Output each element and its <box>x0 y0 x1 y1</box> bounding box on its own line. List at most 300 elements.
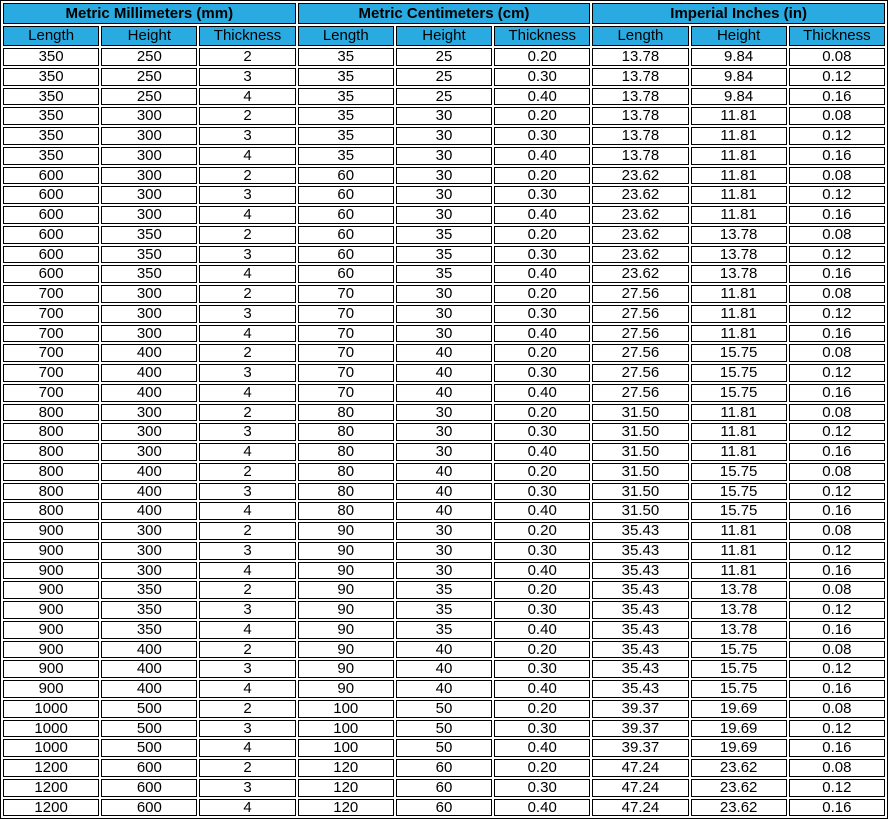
table-cell: 27.56 <box>592 384 688 402</box>
table-cell: 35 <box>298 107 394 125</box>
table-cell: 800 <box>3 463 99 481</box>
table-cell: 350 <box>3 48 99 66</box>
table-cell: 0.40 <box>494 147 590 165</box>
table-cell: 0.40 <box>494 739 590 757</box>
table-row <box>3 107 885 125</box>
table-cell: 0.30 <box>494 186 590 204</box>
table-cell: 90 <box>298 621 394 639</box>
table-cell: 900 <box>3 562 99 580</box>
table-cell: 23.62 <box>691 759 787 777</box>
table-cell: 4 <box>199 325 295 343</box>
table-cell: 13.78 <box>691 265 787 283</box>
table-cell: 15.75 <box>691 344 787 362</box>
table-cell: 15.75 <box>691 641 787 659</box>
table-cell: 300 <box>101 206 197 224</box>
table-cell: 0.08 <box>789 641 885 659</box>
table-cell: 0.16 <box>789 562 885 580</box>
table-cell: 800 <box>3 423 99 441</box>
table-cell: 11.81 <box>691 305 787 323</box>
table-cell: 700 <box>3 364 99 382</box>
column-header-mm-length: Length <box>3 26 99 46</box>
table-cell: 2 <box>199 48 295 66</box>
table-cell: 23.62 <box>592 226 688 244</box>
table-cell: 0.30 <box>494 364 590 382</box>
table-cell: 70 <box>298 285 394 303</box>
table-cell: 70 <box>298 325 394 343</box>
table-cell: 25 <box>396 88 492 106</box>
table-cell: 11.81 <box>691 443 787 461</box>
table-cell: 300 <box>101 167 197 185</box>
table-cell: 13.78 <box>592 127 688 145</box>
table-cell: 60 <box>298 206 394 224</box>
table-cell: 19.69 <box>691 739 787 757</box>
table-cell: 3 <box>199 601 295 619</box>
table-cell: 300 <box>101 285 197 303</box>
table-cell: 11.81 <box>691 206 787 224</box>
table-cell: 13.78 <box>691 581 787 599</box>
table-row <box>3 167 885 185</box>
table-cell: 70 <box>298 384 394 402</box>
table-cell: 700 <box>3 305 99 323</box>
table-row <box>3 147 885 165</box>
table-cell: 3 <box>199 720 295 738</box>
table-cell: 0.30 <box>494 246 590 264</box>
table-cell: 13.78 <box>592 48 688 66</box>
table-cell: 60 <box>298 167 394 185</box>
table-cell: 350 <box>101 621 197 639</box>
table-row <box>3 384 885 402</box>
table-row <box>3 443 885 461</box>
table-cell: 0.12 <box>789 186 885 204</box>
table-cell: 0.12 <box>789 246 885 264</box>
table-cell: 600 <box>101 759 197 777</box>
table-cell: 100 <box>298 739 394 757</box>
table-cell: 35.43 <box>592 562 688 580</box>
table-cell: 900 <box>3 581 99 599</box>
table-cell: 60 <box>396 759 492 777</box>
table-cell: 2 <box>199 759 295 777</box>
table-cell: 0.08 <box>789 463 885 481</box>
table-cell: 1000 <box>3 739 99 757</box>
table-cell: 30 <box>396 285 492 303</box>
table-cell: 60 <box>298 246 394 264</box>
table-cell: 70 <box>298 305 394 323</box>
table-cell: 30 <box>396 147 492 165</box>
table-cell: 0.16 <box>789 739 885 757</box>
table-cell: 25 <box>396 68 492 86</box>
table-cell: 0.16 <box>789 621 885 639</box>
column-header-cm-thickness: Thickness <box>494 26 590 46</box>
table-row <box>3 680 885 698</box>
table-cell: 35 <box>396 246 492 264</box>
table-cell: 0.12 <box>789 364 885 382</box>
table-cell: 35 <box>298 147 394 165</box>
table-cell: 31.50 <box>592 502 688 520</box>
table-cell: 60 <box>298 186 394 204</box>
table-cell: 35.43 <box>592 581 688 599</box>
table-cell: 31.50 <box>592 463 688 481</box>
table-row <box>3 463 885 481</box>
table-cell: 0.12 <box>789 127 885 145</box>
table-cell: 100 <box>298 700 394 718</box>
table-cell: 350 <box>101 581 197 599</box>
table-cell: 0.20 <box>494 226 590 244</box>
table-cell: 60 <box>298 265 394 283</box>
table-cell: 300 <box>101 542 197 560</box>
table-cell: 0.16 <box>789 265 885 283</box>
table-cell: 80 <box>298 443 394 461</box>
table-cell: 400 <box>101 364 197 382</box>
table-cell: 0.12 <box>789 483 885 501</box>
table-cell: 30 <box>396 107 492 125</box>
table-row <box>3 621 885 639</box>
table-cell: 35.43 <box>592 641 688 659</box>
table-cell: 0.08 <box>789 226 885 244</box>
table-cell: 300 <box>101 423 197 441</box>
table-cell: 0.20 <box>494 700 590 718</box>
table-cell: 0.16 <box>789 147 885 165</box>
table-cell: 900 <box>3 522 99 540</box>
table-cell: 35 <box>396 601 492 619</box>
table-cell: 13.78 <box>691 226 787 244</box>
table-cell: 0.40 <box>494 502 590 520</box>
table-cell: 15.75 <box>691 384 787 402</box>
table-row <box>3 127 885 145</box>
column-header-in-length: Length <box>592 26 688 46</box>
table-cell: 4 <box>199 562 295 580</box>
table-cell: 90 <box>298 601 394 619</box>
table-cell: 600 <box>101 779 197 797</box>
table-cell: 0.20 <box>494 404 590 422</box>
table-cell: 30 <box>396 127 492 145</box>
table-row <box>3 48 885 66</box>
table-cell: 400 <box>101 483 197 501</box>
table-cell: 350 <box>101 226 197 244</box>
table-cell: 80 <box>298 423 394 441</box>
column-header-row <box>3 26 885 46</box>
table-cell: 0.30 <box>494 601 590 619</box>
table-cell: 1000 <box>3 700 99 718</box>
table-cell: 0.40 <box>494 680 590 698</box>
table-cell: 800 <box>3 443 99 461</box>
column-header-in-thickness: Thickness <box>789 26 885 46</box>
table-cell: 600 <box>3 206 99 224</box>
table-cell: 13.78 <box>691 246 787 264</box>
table-cell: 600 <box>3 265 99 283</box>
table-cell: 4 <box>199 147 295 165</box>
table-cell: 15.75 <box>691 463 787 481</box>
table-cell: 0.20 <box>494 107 590 125</box>
table-row <box>3 739 885 757</box>
table-cell: 9.84 <box>691 88 787 106</box>
table-cell: 900 <box>3 660 99 678</box>
table-cell: 23.62 <box>592 206 688 224</box>
table-cell: 30 <box>396 522 492 540</box>
table-row <box>3 581 885 599</box>
table-cell: 0.08 <box>789 404 885 422</box>
table-cell: 300 <box>101 147 197 165</box>
table-cell: 0.30 <box>494 423 590 441</box>
table-cell: 80 <box>298 404 394 422</box>
table-cell: 0.40 <box>494 265 590 283</box>
table-cell: 90 <box>298 522 394 540</box>
table-cell: 35 <box>298 48 394 66</box>
table-row <box>3 305 885 323</box>
table-cell: 400 <box>101 660 197 678</box>
table-cell: 900 <box>3 542 99 560</box>
table-cell: 23.62 <box>592 186 688 204</box>
table-cell: 300 <box>101 522 197 540</box>
table-cell: 3 <box>199 483 295 501</box>
table-cell: 40 <box>396 502 492 520</box>
table-cell: 800 <box>3 483 99 501</box>
table-cell: 90 <box>298 641 394 659</box>
table-cell: 23.62 <box>592 167 688 185</box>
table-cell: 0.30 <box>494 483 590 501</box>
table-cell: 35.43 <box>592 601 688 619</box>
table-row <box>3 720 885 738</box>
table-cell: 4 <box>199 621 295 639</box>
table-cell: 0.30 <box>494 720 590 738</box>
table-cell: 350 <box>101 246 197 264</box>
table-cell: 15.75 <box>691 680 787 698</box>
table-cell: 500 <box>101 720 197 738</box>
table-cell: 350 <box>3 147 99 165</box>
column-header-mm-height: Height <box>101 26 197 46</box>
table-cell: 11.81 <box>691 107 787 125</box>
table-cell: 4 <box>199 680 295 698</box>
table-cell: 0.12 <box>789 305 885 323</box>
table-cell: 30 <box>396 562 492 580</box>
table-cell: 500 <box>101 700 197 718</box>
table-cell: 2 <box>199 344 295 362</box>
table-cell: 30 <box>396 206 492 224</box>
table-cell: 0.30 <box>494 305 590 323</box>
table-cell: 0.40 <box>494 621 590 639</box>
table-cell: 120 <box>298 779 394 797</box>
table-cell: 0.08 <box>789 167 885 185</box>
table-cell: 3 <box>199 68 295 86</box>
table-cell: 30 <box>396 443 492 461</box>
table-cell: 80 <box>298 463 394 481</box>
table-cell: 0.16 <box>789 88 885 106</box>
table-row <box>3 542 885 560</box>
table-cell: 40 <box>396 364 492 382</box>
table-cell: 800 <box>3 404 99 422</box>
group-header-row <box>3 3 885 24</box>
table-cell: 350 <box>101 265 197 283</box>
table-row <box>3 265 885 283</box>
column-header-cm-length: Length <box>298 26 394 46</box>
table-row <box>3 246 885 264</box>
table-row <box>3 364 885 382</box>
table-cell: 39.37 <box>592 739 688 757</box>
table-cell: 11.81 <box>691 167 787 185</box>
table-cell: 0.30 <box>494 542 590 560</box>
table-cell: 40 <box>396 660 492 678</box>
table-cell: 11.81 <box>691 522 787 540</box>
table-row <box>3 700 885 718</box>
table-cell: 600 <box>3 226 99 244</box>
table-cell: 2 <box>199 285 295 303</box>
table-row <box>3 88 885 106</box>
table-cell: 0.08 <box>789 48 885 66</box>
table-cell: 0.16 <box>789 443 885 461</box>
table-cell: 3 <box>199 127 295 145</box>
table-cell: 60 <box>396 799 492 817</box>
table-cell: 40 <box>396 344 492 362</box>
table-cell: 23.62 <box>691 779 787 797</box>
table-cell: 4 <box>199 384 295 402</box>
table-cell: 0.20 <box>494 759 590 777</box>
table-cell: 3 <box>199 364 295 382</box>
table-cell: 600 <box>3 167 99 185</box>
table-cell: 39.37 <box>592 720 688 738</box>
table-cell: 3 <box>199 542 295 560</box>
table-row <box>3 660 885 678</box>
table-cell: 23.62 <box>592 246 688 264</box>
table-cell: 70 <box>298 364 394 382</box>
table-cell: 900 <box>3 621 99 639</box>
table-cell: 30 <box>396 542 492 560</box>
table-row <box>3 423 885 441</box>
table-cell: 350 <box>3 68 99 86</box>
table-cell: 120 <box>298 799 394 817</box>
table-cell: 70 <box>298 344 394 362</box>
table-cell: 80 <box>298 502 394 520</box>
table-cell: 35 <box>396 265 492 283</box>
table-cell: 90 <box>298 562 394 580</box>
table-cell: 0.16 <box>789 680 885 698</box>
table-cell: 11.81 <box>691 562 787 580</box>
table-cell: 27.56 <box>592 325 688 343</box>
table-cell: 120 <box>298 759 394 777</box>
table-cell: 30 <box>396 186 492 204</box>
table-cell: 4 <box>199 265 295 283</box>
table-cell: 39.37 <box>592 700 688 718</box>
table-cell: 900 <box>3 680 99 698</box>
table-cell: 350 <box>101 601 197 619</box>
table-body <box>3 48 885 816</box>
table-cell: 0.40 <box>494 443 590 461</box>
table-cell: 0.16 <box>789 206 885 224</box>
column-header-cm-height: Height <box>396 26 492 46</box>
table-cell: 0.40 <box>494 562 590 580</box>
table-cell: 350 <box>3 107 99 125</box>
table-cell: 31.50 <box>592 423 688 441</box>
table-row <box>3 186 885 204</box>
table-row <box>3 641 885 659</box>
table-cell: 90 <box>298 680 394 698</box>
table-cell: 13.78 <box>691 621 787 639</box>
table-cell: 31.50 <box>592 443 688 461</box>
table-cell: 400 <box>101 641 197 659</box>
table-cell: 0.30 <box>494 779 590 797</box>
table-cell: 13.78 <box>691 601 787 619</box>
table-cell: 90 <box>298 542 394 560</box>
table-cell: 0.30 <box>494 68 590 86</box>
table-cell: 0.12 <box>789 660 885 678</box>
table-cell: 4 <box>199 502 295 520</box>
table-cell: 47.24 <box>592 759 688 777</box>
table-cell: 35 <box>396 581 492 599</box>
table-cell: 0.40 <box>494 799 590 817</box>
table-cell: 50 <box>396 700 492 718</box>
table-cell: 35 <box>396 226 492 244</box>
table-cell: 250 <box>101 88 197 106</box>
table-cell: 600 <box>3 186 99 204</box>
table-cell: 0.20 <box>494 285 590 303</box>
table-cell: 90 <box>298 581 394 599</box>
table-cell: 2 <box>199 581 295 599</box>
table-cell: 2 <box>199 463 295 481</box>
table-cell: 35.43 <box>592 542 688 560</box>
table-cell: 0.08 <box>789 107 885 125</box>
table-cell: 400 <box>101 680 197 698</box>
table-cell: 3 <box>199 246 295 264</box>
table-cell: 11.81 <box>691 404 787 422</box>
table-cell: 11.81 <box>691 542 787 560</box>
table-cell: 0.16 <box>789 502 885 520</box>
table-cell: 250 <box>101 68 197 86</box>
table-cell: 700 <box>3 285 99 303</box>
table-cell: 30 <box>396 325 492 343</box>
table-row <box>3 226 885 244</box>
table-cell: 15.75 <box>691 364 787 382</box>
table-row <box>3 502 885 520</box>
table-row <box>3 404 885 422</box>
group-header-metric-cm: Metric Centimeters (cm) <box>298 3 591 24</box>
table-cell: 0.40 <box>494 88 590 106</box>
table-cell: 0.16 <box>789 325 885 343</box>
table-cell: 11.81 <box>691 127 787 145</box>
table-cell: 0.20 <box>494 581 590 599</box>
group-header-imperial-in: Imperial Inches (in) <box>592 3 885 24</box>
table-cell: 1200 <box>3 759 99 777</box>
table-cell: 35.43 <box>592 660 688 678</box>
table-cell: 700 <box>3 325 99 343</box>
table-cell: 0.20 <box>494 344 590 362</box>
table-cell: 100 <box>298 720 394 738</box>
table-cell: 300 <box>101 107 197 125</box>
table-row <box>3 285 885 303</box>
table-cell: 400 <box>101 463 197 481</box>
table-cell: 27.56 <box>592 305 688 323</box>
table-cell: 60 <box>396 779 492 797</box>
table-cell: 900 <box>3 641 99 659</box>
table-row <box>3 522 885 540</box>
table-cell: 27.56 <box>592 364 688 382</box>
table-cell: 31.50 <box>592 404 688 422</box>
column-header-mm-thickness: Thickness <box>199 26 295 46</box>
table-row <box>3 562 885 580</box>
table-cell: 50 <box>396 720 492 738</box>
table-cell: 35 <box>298 68 394 86</box>
table-cell: 400 <box>101 384 197 402</box>
table-cell: 3 <box>199 423 295 441</box>
table-cell: 25 <box>396 48 492 66</box>
table-cell: 3 <box>199 660 295 678</box>
table-cell: 13.78 <box>592 88 688 106</box>
table-cell: 0.12 <box>789 423 885 441</box>
table-cell: 4 <box>199 443 295 461</box>
table-cell: 800 <box>3 502 99 520</box>
table-cell: 40 <box>396 463 492 481</box>
table-cell: 40 <box>396 384 492 402</box>
table-cell: 2 <box>199 522 295 540</box>
table-cell: 3 <box>199 305 295 323</box>
table-cell: 2 <box>199 404 295 422</box>
